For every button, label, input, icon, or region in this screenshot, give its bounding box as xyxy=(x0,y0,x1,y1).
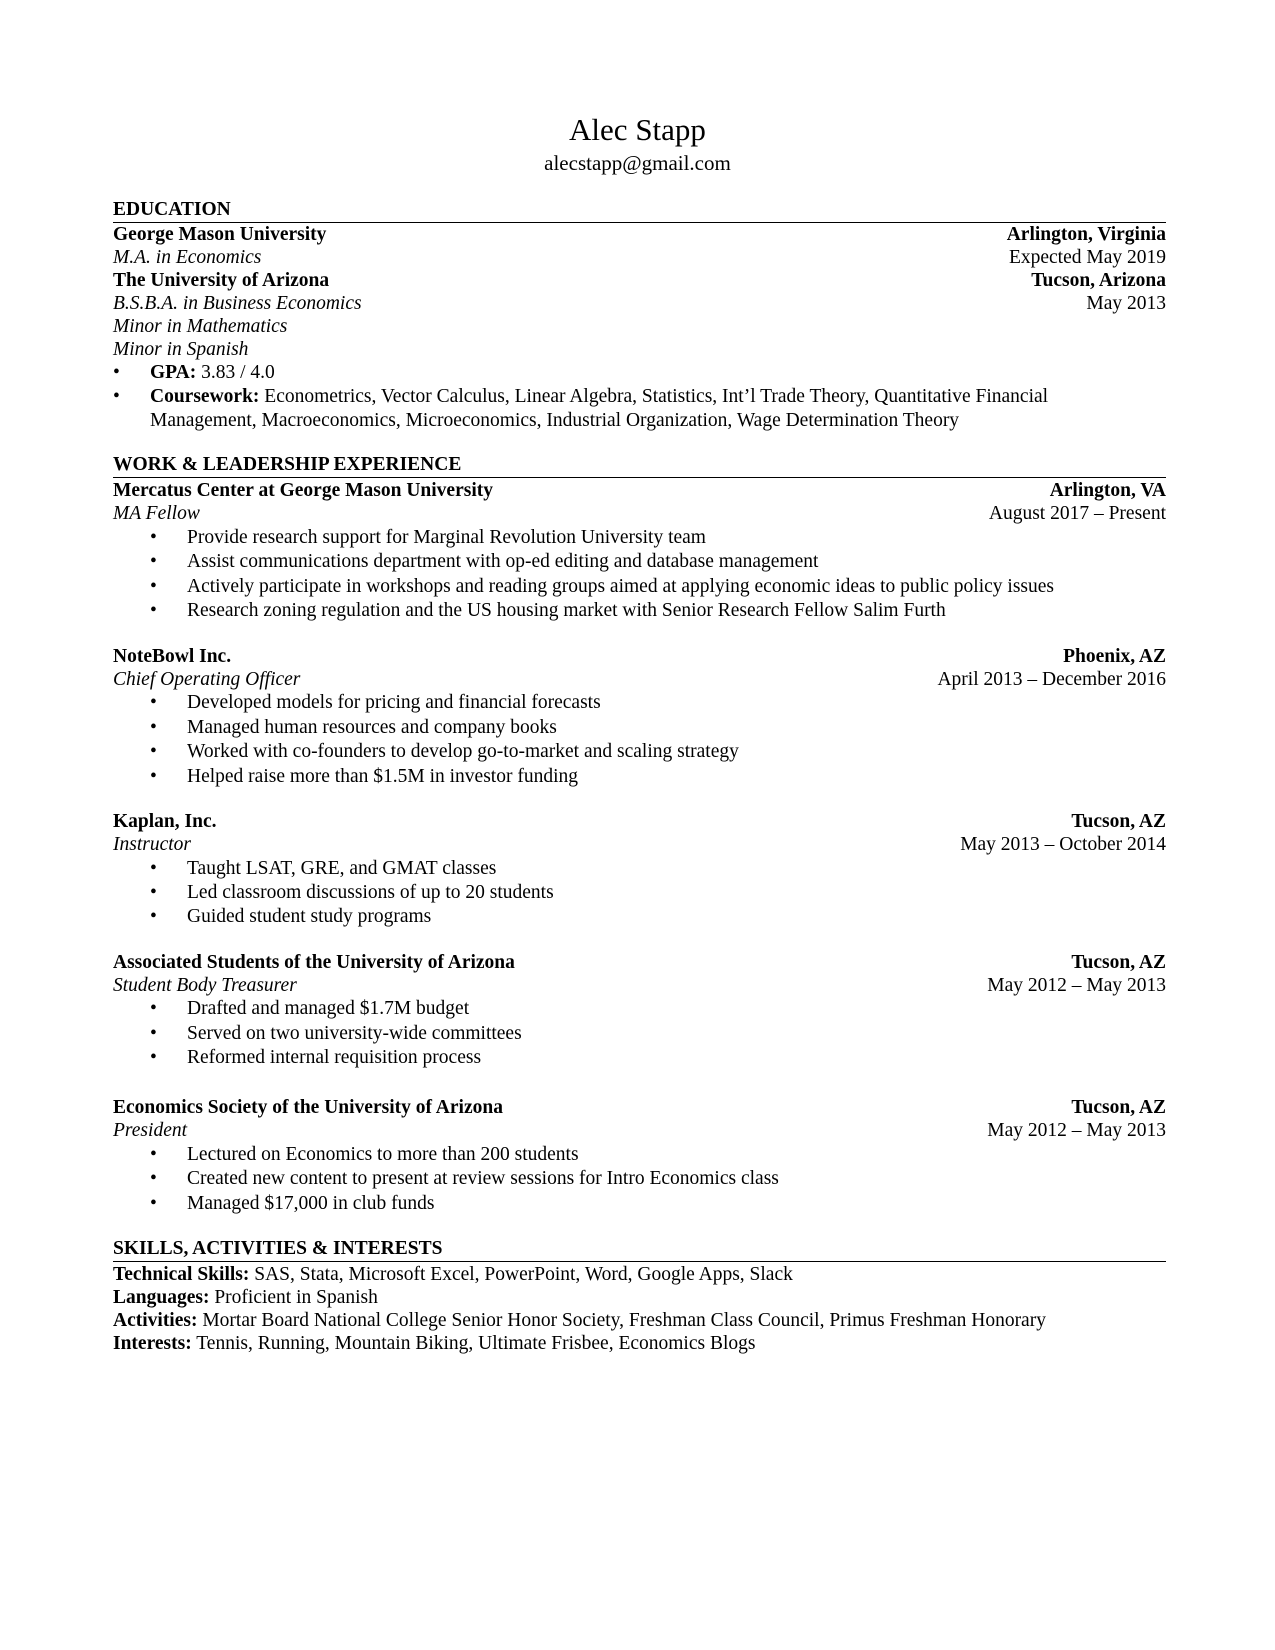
degree-date: Expected May 2019 xyxy=(1008,247,1166,268)
bullet-icon: • xyxy=(150,551,157,572)
school-name: The University of Arizona xyxy=(113,270,330,291)
job-org: Associated Students of the University of Arizona xyxy=(113,952,515,973)
job-location: Arlington, VA xyxy=(1049,480,1166,501)
school-row xyxy=(113,223,1166,247)
gpa-label: GPA: xyxy=(150,362,197,383)
minor-row xyxy=(113,315,1166,339)
degree-row xyxy=(113,292,1166,316)
activities-label: Activities: xyxy=(113,1310,198,1331)
coursework-text: Econometrics, Vector Calculus, Linear Algebra, Statistics, Int’l Trade Theory, Quantitative Financial xyxy=(264,386,1049,407)
job-role-row xyxy=(113,974,1166,998)
bullet-icon: • xyxy=(113,362,120,383)
degree-date: May 2013 xyxy=(1086,293,1166,314)
bullet-icon: • xyxy=(150,1047,157,1068)
job-date: May 2013 – October 2014 xyxy=(960,834,1166,855)
languages-value: Proficient in Spanish xyxy=(214,1287,378,1308)
skills-row xyxy=(113,1263,1166,1287)
bullet-icon: • xyxy=(150,717,157,738)
coursework-label: Coursework: xyxy=(150,386,260,407)
bullet-icon: • xyxy=(150,1193,157,1214)
bullet-icon: • xyxy=(150,998,157,1019)
activities-value: Mortar Board National College Senior Honor Society, Freshman Class Council, Primus Freshman Honorary xyxy=(202,1310,1046,1331)
gpa-value: 3.83 / 4.0 xyxy=(201,362,275,383)
degree: B.S.B.A. in Business Economics xyxy=(113,293,362,314)
coursework-text-cont: Management, Macroeconomics, Microeconomics, Industrial Organization, Wage Determination Theory xyxy=(150,410,960,431)
school-location: Tucson, Arizona xyxy=(1031,270,1166,291)
bullet-icon: • xyxy=(150,576,157,597)
job-role-row xyxy=(113,668,1166,692)
interests-label: Interests: xyxy=(113,1333,192,1354)
education-heading: EDUCATION xyxy=(113,198,1166,223)
bullet-icon: • xyxy=(150,766,157,787)
languages-label: Languages: xyxy=(113,1287,210,1308)
job-header xyxy=(113,479,1166,503)
bullet-icon: • xyxy=(150,1023,157,1044)
job-org: Mercatus Center at George Mason University xyxy=(113,480,493,501)
job-header xyxy=(113,951,1166,975)
job-org: NoteBowl Inc. xyxy=(113,646,232,667)
job-org: Economics Society of the University of Arizona xyxy=(113,1097,503,1118)
bullet-icon: • xyxy=(150,527,157,548)
minor: Minor in Mathematics xyxy=(113,316,288,337)
job-header xyxy=(113,810,1166,834)
job-role: MA Fellow xyxy=(113,503,200,524)
bullet-icon: • xyxy=(150,1168,157,1189)
job-date: May 2012 – May 2013 xyxy=(987,1120,1166,1141)
job-location: Tucson, AZ xyxy=(1071,1097,1166,1118)
job-role: Instructor xyxy=(113,834,191,855)
technical-label: Technical Skills: xyxy=(113,1264,250,1285)
job-date: May 2012 – May 2013 xyxy=(987,975,1166,996)
job-location: Phoenix, AZ xyxy=(1063,646,1166,667)
job-header xyxy=(113,1096,1166,1120)
degree: M.A. in Economics xyxy=(113,247,262,268)
bullet-icon: • xyxy=(150,741,157,762)
school-row xyxy=(113,269,1166,293)
bullet-icon: • xyxy=(150,858,157,879)
bullet-icon: • xyxy=(150,692,157,713)
interests-value: Tennis, Running, Mountain Biking, Ultimate Frisbee, Economics Blogs xyxy=(196,1333,756,1354)
technical-value: SAS, Stata, Microsoft Excel, PowerPoint, Word, Google Apps, Slack xyxy=(254,1264,793,1285)
bullet-icon: • xyxy=(150,1144,157,1165)
bullet-icon: • xyxy=(113,386,120,407)
school-name: George Mason University xyxy=(113,224,327,245)
skills-heading: SKILLS, ACTIVITIES & INTERESTS xyxy=(113,1237,1166,1262)
job-location: Tucson, AZ xyxy=(1071,811,1166,832)
job-role-row xyxy=(113,833,1166,857)
job-role-row xyxy=(113,1119,1166,1143)
job-date: August 2017 – Present xyxy=(988,503,1166,524)
school-location: Arlington, Virginia xyxy=(1006,224,1166,245)
resume-page: Alec Stapp alecstapp@gmail.com EDUCATION George Mason University Arlington, Virginia M.A. in Economics Expected May 2019 The University of Arizona Tucson, Arizona B.S.B.A. in Business Economics May 2013 Minor in Mathematics Minor in Spanish • GPA: 3.83 / 4.0 • Coursework: Econometrics, Vector Calculus, Linear Algebra, Statistics, Int’l Trade Theory, Quantitative Financial Management, Macroeconomics, Microeconomics, Industrial Organization, Wage Determination Theory WORK & LEADERSHIP EXPERIENCE Mercatus Center at George Mason University Arlington, VA MA Fellow August 2017 – Present • Provide research support for Marginal Revolution University team • Assist communications department with op-ed editing and database management • Actively participate in workshops and reading groups aimed at applying economic ideas to public policy issues • Research zoning regulation and the US housing market with Senior Research Fellow Salim Furth NoteBowl Inc. Phoenix, AZ Chief Operating Officer April 2013 – December 2016 • Developed models for pricing and financial forecasts • Managed human resources and company books • Worked with co-founders to develop go-to-market and scaling strategy • Helped raise more than $1.5M in investor funding Kaplan, Inc. Tucson, AZ Instructor May 2013 – October 2014 • Taught LSAT, GRE, and GMAT classes • Led classroom discussions of up to 20 students • Guided student study programs Associated Students of the University of Arizona Tucson, AZ Student Body Treasurer May 2012 – May 2013 • Drafted and managed $1.7M budget • Served on two university-wide committees • Reformed internal requisition process Economics Society of the University of Arizona Tucson, AZ President May 2012 – May 2013 • Lectured on Economics to more than 200 students • Created new content to present at review sessions for Intro Economics class • Managed $17,000 in club funds SKILLS, ACTIVITIES & INTERESTS Technical Skills: SAS, Stata, Microsoft Excel, PowerPoint, Word, Google Apps, Slack Languages: Proficient in Spanish Activities: Mortar Board National College Senior Honor Society, Freshman Class Council, Primus Freshman Honorary Interests: Tennis, Running, Mountain Biking, Ultimate Frisbee, Economics Blogs xyxy=(0,0,1275,1650)
job-role: Student Body Treasurer xyxy=(113,975,297,996)
candidate-email[interactable]: alecstapp@gmail.com xyxy=(544,151,731,175)
job-location: Tucson, AZ xyxy=(1071,952,1166,973)
minor-row xyxy=(113,338,1166,362)
job-role: President xyxy=(113,1120,188,1141)
experience-heading: WORK & LEADERSHIP EXPERIENCE xyxy=(113,453,1166,478)
job-role-row xyxy=(113,502,1166,526)
degree-row xyxy=(113,246,1166,270)
job-date: April 2013 – December 2016 xyxy=(937,669,1166,690)
bullet-icon: • xyxy=(150,906,157,927)
job-role: Chief Operating Officer xyxy=(113,669,301,690)
interests-row xyxy=(113,1332,1166,1356)
coursework-item xyxy=(113,385,1150,433)
bullet-icon: • xyxy=(150,600,157,621)
candidate-name: Alec Stapp xyxy=(569,112,706,147)
minor: Minor in Spanish xyxy=(113,339,249,360)
job-header xyxy=(113,645,1166,669)
bullet-icon: • xyxy=(150,882,157,903)
languages-row xyxy=(113,1286,1166,1310)
job-org: Kaplan, Inc. xyxy=(113,811,217,832)
activities-row xyxy=(113,1309,1166,1333)
